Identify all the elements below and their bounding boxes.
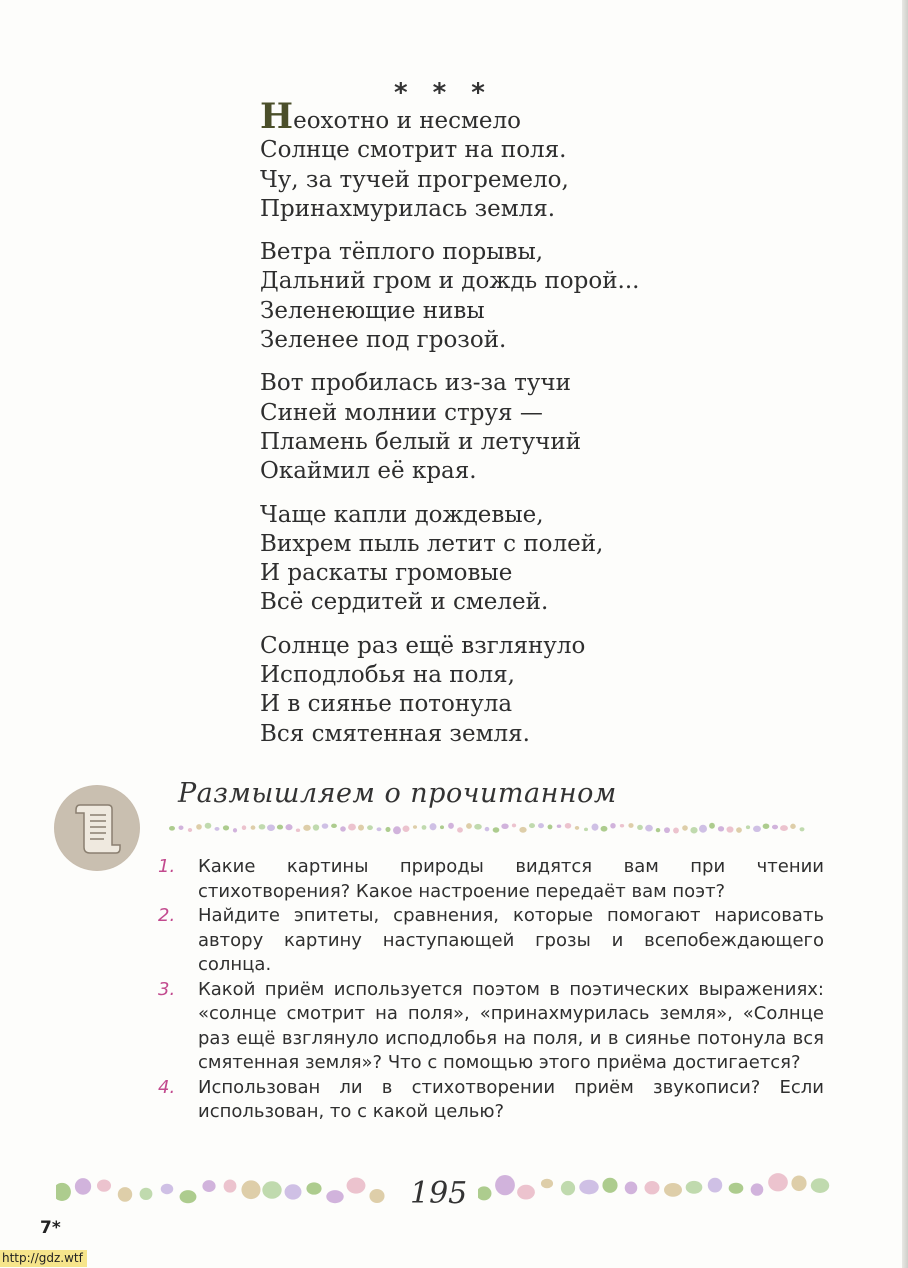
decorative-dot: [565, 823, 571, 829]
decorative-dot: [664, 827, 670, 833]
decorative-dot: [791, 1175, 806, 1191]
poem-line: Дальний гром и дождь порой...: [260, 268, 640, 295]
decorative-dots: [166, 820, 812, 836]
poem-line: Исподлобья на поля,: [260, 662, 515, 689]
decorative-dot: [161, 1184, 173, 1194]
decorative-dot: [561, 1181, 575, 1196]
decorative-dot: [224, 1180, 237, 1193]
stanza: [260, 501, 720, 618]
decorative-dot: [179, 825, 184, 829]
decorative-dot: [579, 1180, 598, 1195]
decorative-dot: [75, 1178, 91, 1195]
decorative-dot: [538, 823, 544, 828]
decorative-dot: [348, 824, 356, 831]
decorative-dot: [541, 1179, 553, 1189]
decorative-dot: [729, 1183, 744, 1194]
decorative-dot: [277, 825, 283, 830]
stanza-separator: * * *: [394, 78, 493, 108]
decorative-dot: [656, 828, 660, 832]
decorative-dot: [262, 1181, 281, 1198]
stanza: [260, 96, 720, 224]
decorative-dot: [474, 824, 482, 830]
decorative-dot: [196, 824, 202, 830]
question-number: 3.: [158, 978, 176, 1000]
question-text: Найдите эпитеты, сравнения, которые помогают нарисовать автору картину наступающей грозы и всепобеждающего солнца.: [198, 905, 824, 975]
poem-line: Солнце раз ещё взглянуло: [260, 632, 586, 659]
decorative-dot: [251, 825, 256, 829]
decorative-dot: [478, 1186, 491, 1200]
decorative-dot: [763, 824, 770, 829]
decorative-dot: [780, 825, 788, 831]
decorative-dot: [686, 1181, 703, 1194]
decorative-dot: [746, 825, 750, 829]
decorative-dot: [726, 826, 733, 832]
decorative-dot: [708, 1178, 722, 1193]
decorative-dot: [97, 1180, 111, 1192]
stanza: [260, 632, 720, 749]
poem-line: Солнце смотрит на поля.: [260, 137, 567, 164]
decorative-dot: [233, 828, 237, 832]
stanza: [260, 238, 720, 355]
decorative-dot: [610, 823, 615, 829]
decorative-dot: [751, 1183, 764, 1195]
decorative-dot: [466, 823, 472, 829]
poem-line: Принахмурилась земля.: [260, 195, 556, 222]
section-title: Размышляем о прочитанном: [178, 778, 617, 809]
decorative-dot: [367, 825, 373, 830]
decorative-dot: [620, 824, 624, 827]
decorative-dot: [718, 826, 724, 831]
poem-line: Синей молнии струя —: [260, 399, 543, 426]
poem-line: Чу, за тучей прогремело,: [260, 166, 569, 193]
question-text: Какие картины природы видятся вам при чтении стихотворения? Какое настроение передаёт вам поэт?: [198, 856, 824, 902]
decorative-dot: [296, 828, 300, 832]
poem-line: Вихрем пыль летит с полей,: [260, 530, 604, 557]
scroll-icon: [54, 785, 140, 871]
decorative-dot: [322, 823, 329, 828]
decorative-dot: [519, 827, 526, 833]
question-list: [158, 855, 824, 1125]
decorative-dot: [800, 827, 805, 831]
decorative-dot: [690, 827, 697, 834]
decorative-dot: [215, 827, 220, 831]
decorative-dot: [601, 826, 608, 832]
decorative-dot: [457, 827, 463, 832]
poem-line: Вот пробилась из-за тучи: [260, 370, 571, 397]
decorative-dot: [259, 824, 266, 829]
decorative-dot: [645, 825, 653, 832]
footer-decorative-dots: [478, 1170, 832, 1206]
poem-line: Зеленеющие нивы: [260, 297, 485, 324]
poem: [260, 96, 720, 763]
decorative-dot: [430, 823, 437, 830]
decorative-dot: [768, 1173, 788, 1191]
decorative-dot: [448, 823, 454, 829]
decorative-dot: [306, 1182, 321, 1194]
decorative-dot: [493, 827, 500, 832]
decorative-dot: [313, 824, 319, 830]
footer-decorative-dots: [56, 1173, 402, 1209]
question-item: [158, 978, 824, 1076]
decorative-dot: [644, 1181, 659, 1194]
decorative-dot: [188, 828, 192, 832]
decorative-dot: [303, 825, 311, 831]
decorative-dot: [393, 826, 401, 834]
decorative-dot: [385, 827, 390, 832]
decorative-dot: [241, 1180, 260, 1199]
decorative-dot: [205, 823, 212, 829]
decorative-dot: [358, 825, 364, 831]
poem-line: И в сиянье потонула: [260, 691, 513, 718]
question-item: [158, 855, 824, 904]
question-text: Использован ли в стихотворении приём звукописи? Если использован, то с какой целью?: [198, 1076, 824, 1122]
decorative-dot: [285, 824, 292, 830]
decorative-dot: [529, 823, 535, 828]
decorative-dot: [592, 824, 599, 831]
signature-mark: 7*: [40, 1218, 61, 1238]
decorative-dot: [485, 827, 490, 831]
decorative-dot: [267, 824, 275, 831]
decorative-dot: [637, 825, 643, 830]
decorative-dot: [501, 823, 508, 829]
decorative-dot: [331, 824, 337, 828]
page-number: 195: [410, 1176, 468, 1211]
decorative-dot: [664, 1183, 682, 1197]
question-item: [158, 1076, 824, 1125]
decorative-dot: [180, 1190, 197, 1203]
decorative-dot: [517, 1185, 535, 1200]
poem-line: Неохотно и несмело: [260, 96, 521, 137]
decorative-dot: [790, 824, 796, 829]
poem-line: Всё сердитей и смелей.: [260, 589, 549, 616]
decorative-dot: [584, 828, 588, 832]
drop-cap: Н: [260, 96, 294, 137]
question-number: 1.: [158, 856, 176, 877]
decorative-dot: [118, 1187, 132, 1202]
decorative-dot: [699, 825, 707, 833]
decorative-dot: [202, 1180, 215, 1192]
decorative-dot: [440, 825, 444, 829]
decorative-dot: [169, 826, 175, 831]
question-item: [158, 904, 824, 978]
poem-line: И раскаты громовые: [260, 560, 513, 587]
poem-line: Вся смятенная земля.: [260, 720, 530, 747]
decorative-dot: [736, 827, 742, 833]
decorative-dot: [377, 827, 382, 831]
question-number: 4.: [158, 1076, 176, 1098]
decorative-dot: [340, 826, 346, 831]
decorative-dot: [709, 823, 715, 829]
decorative-dot: [753, 826, 761, 832]
page-edge: [902, 0, 908, 1268]
poem-line: Чаще капли дождевые,: [260, 501, 544, 528]
question-text: Какой приём используется поэтом в поэтических выражениях: «солнце смотрит на поля», «принахмурилась земля», «Солнце раз ещё взглянуло исподлобья на поля, и в сиянье потонула вся смятенная земля»? Что с помощью этого приёма достигается?: [198, 978, 824, 1073]
decorative-dot: [557, 825, 562, 828]
decorative-dot: [403, 826, 410, 832]
decorative-dot: [548, 824, 553, 829]
decorative-dot: [628, 823, 633, 828]
poem-line: Зеленее под грозой.: [260, 327, 507, 354]
decorative-dot: [413, 825, 417, 829]
poem-line: Окаймил её края.: [260, 458, 477, 485]
decorative-dot: [811, 1178, 829, 1193]
decorative-dot: [242, 825, 246, 830]
decorative-dot: [682, 825, 688, 830]
decorative-dot: [495, 1175, 515, 1195]
decorative-dot: [772, 825, 778, 830]
decorative-dot: [347, 1177, 366, 1193]
decorative-dot: [512, 823, 516, 827]
decorative-dot: [140, 1188, 153, 1200]
decorative-dot: [602, 1178, 617, 1193]
decorative-dot: [56, 1183, 71, 1201]
decorative-dot: [625, 1182, 638, 1195]
decorative-dot: [326, 1190, 343, 1203]
decorative-dot: [673, 828, 679, 834]
decorative-dot: [575, 826, 579, 830]
poem-line: Ветра тёплого порывы,: [260, 239, 544, 266]
stanza: [260, 369, 720, 486]
decorative-dot: [369, 1189, 384, 1203]
question-number: 2.: [158, 905, 176, 926]
decorative-dot: [223, 825, 229, 830]
decorative-dot: [285, 1184, 302, 1199]
decorative-dot: [422, 825, 427, 830]
site-link[interactable]: http://gdz.wtf: [0, 1250, 87, 1267]
poem-line: Пламень белый и летучий: [260, 428, 582, 455]
